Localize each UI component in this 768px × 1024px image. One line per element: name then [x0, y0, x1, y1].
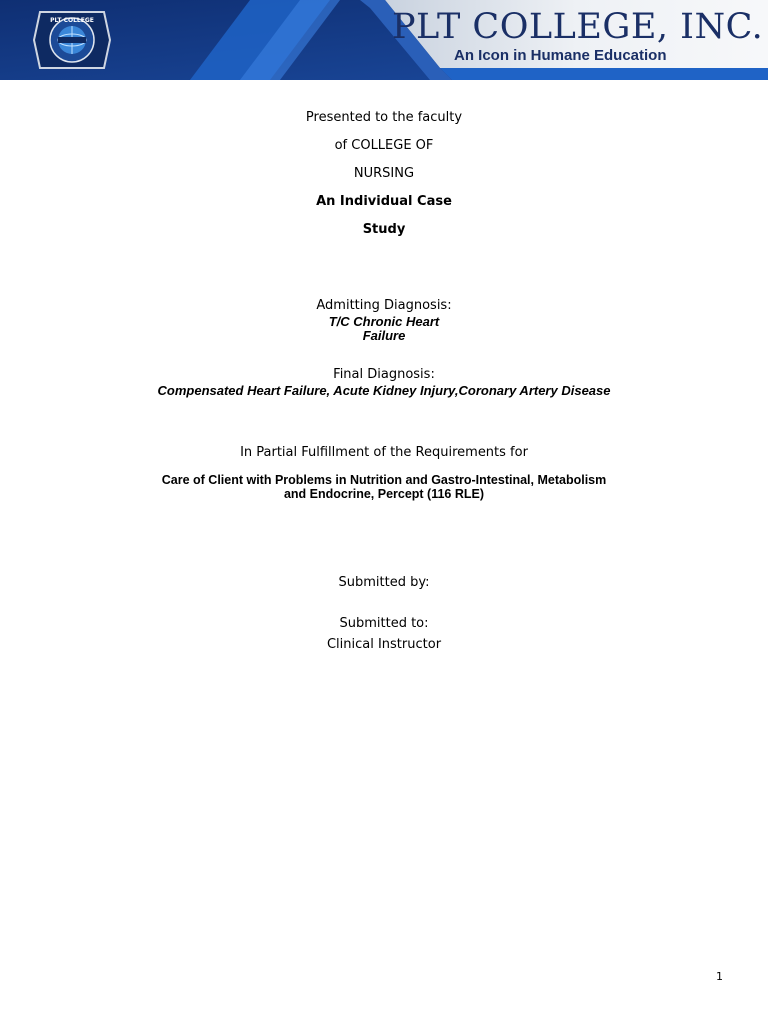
submitted-by-label: Submitted by: [338, 575, 430, 590]
logo-lettering: PLT COLLEGE [50, 17, 94, 24]
course-title-line-1: Care of Client with Problems in Nutrition and Gastro-Intestinal, Metabolism [161, 473, 607, 487]
presented-line-2: of COLLEGE OF [334, 138, 434, 153]
final-diagnosis-value: Compensated Heart Failure, Acute Kidney Injury,Coronary Artery Disease [157, 383, 611, 398]
study-title-line-1: An Individual Case [316, 194, 452, 209]
admitting-diagnosis-line-1: T/C Chronic Heart [328, 314, 440, 329]
admitting-diagnosis-label: Admitting Diagnosis: [316, 298, 452, 313]
fulfillment-statement: In Partial Fulfillment of the Requirements for [240, 445, 528, 460]
course-title-line-2: and Endocrine, Percept (116 RLE) [283, 487, 485, 501]
admitting-diagnosis-line-2: Failure [362, 328, 406, 343]
page-number: 1 [716, 970, 723, 983]
study-title-line-2: Study [362, 222, 406, 237]
presented-line-1: Presented to the faculty [305, 110, 463, 125]
final-diagnosis-label: Final Diagnosis: [333, 367, 435, 382]
presented-line-3: NURSING [353, 166, 415, 181]
college-name: PLT COLLEGE, INC. [392, 7, 764, 47]
header-banner [0, 0, 768, 80]
college-seal-logo [30, 6, 114, 74]
clinical-instructor-label: Clinical Instructor [326, 637, 442, 652]
submitted-to-label: Submitted to: [339, 616, 429, 631]
college-tagline: An Icon in Humane Education [454, 47, 667, 64]
